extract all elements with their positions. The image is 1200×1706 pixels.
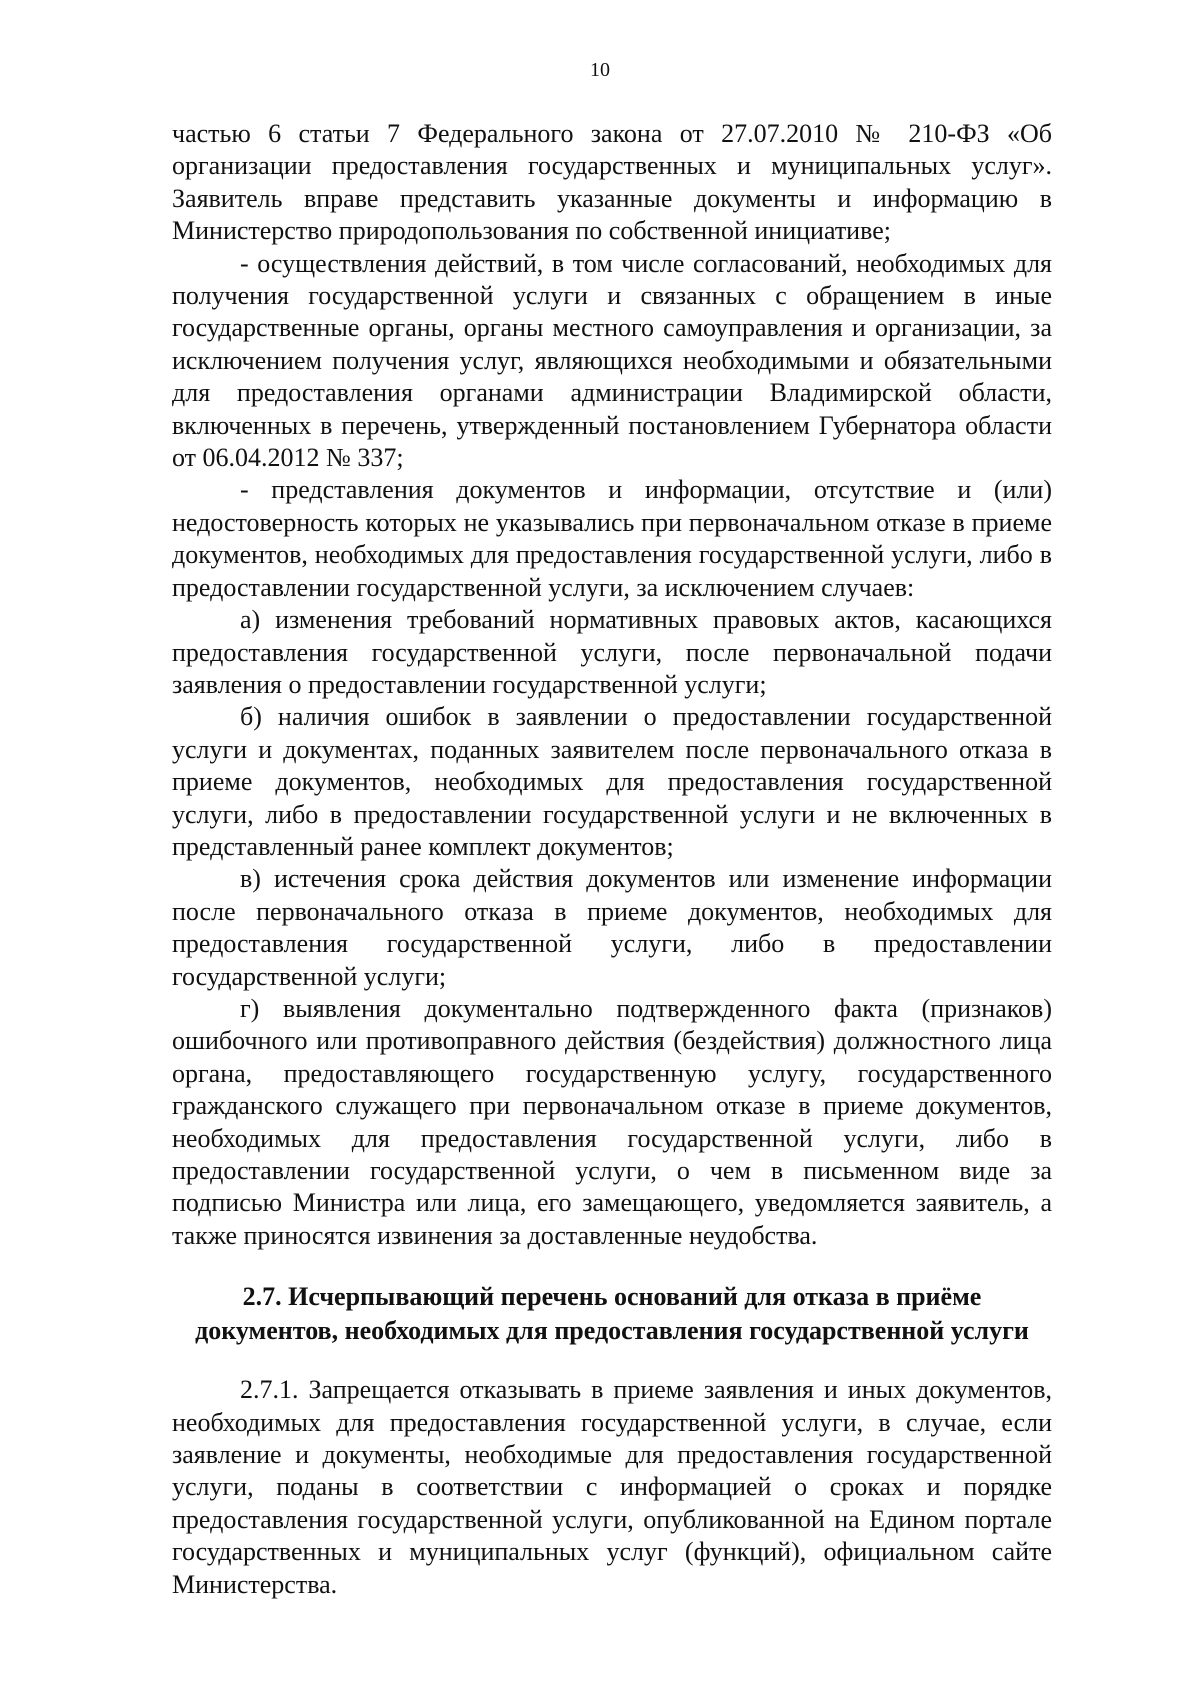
page-number: 10 — [590, 59, 610, 81]
list-item-b: б) наличия ошибок в заявлении о предоставлении государственной услуги и документах, поданных заявителем после первоначального отказа в приеме документов, необходимых для предоставления государственной услуги, либо в предоставлении государственной услуги и не включенных в представленный ранее комплект документов; — [172, 702, 1052, 861]
section-heading-line2: документов, необходимых для предоставления государственной услуги — [195, 1316, 1029, 1346]
list-item-v: в) истечения срока действия документов или изменение информации после первоначального отказа в приеме документов, необходимых для предоставления государственной услуги, либо в предоставлении государственной услуги; — [172, 864, 1052, 991]
section-heading — [172, 1280, 1052, 1348]
paragraph-documents: - представления документов и информации, отсутствие и (или) недостоверность которых не указывались при первоначальном отказе в приеме документов, необходимых для предоставления государственной услуги, либо в предоставлении государственной услуги, за исключением случаев: — [172, 475, 1052, 602]
paragraph-2-7-1: 2.7.1. Запрещается отказывать в приеме заявления и иных документов, необходимых для предоставления государственной услуги, в случае, если заявление и документы, необходимые для предоставления государственной услуги, поданы в соответствии с информацией о сроках и порядке предоставления государственной услуги, опубликованной на Едином портале государственных и муниципальных услуг (функций), официальном сайте Министерства. — [172, 1375, 1052, 1599]
section-heading-line1: 2.7. Исчерпывающий перечень оснований для отказа в приёме — [242, 1282, 982, 1312]
list-item-a: а) изменения требований нормативных правовых актов, касающихся предоставления государственной услуги, после первоначальной подачи заявления о предоставлении государственной услуги; — [172, 605, 1052, 699]
document-body — [172, 118, 1052, 1601]
paragraph-continuation: частью 6 статьи 7 Федерального закона от 27.07.2010 № 210-ФЗ «Об организации предоставления государственных и муниципальных услуг». Заявитель вправе представить указанные документы и информацию в Министерство природопользования по собственной инициативе; — [172, 119, 1052, 246]
list-item-g: г) выявления документально подтвержденного факта (признаков) ошибочного или противоправного действия (бездействия) должностного лица органа, предоставляющего государственную услугу, государственного гражданского служащего при первоначальном отказе в приеме документов, необходимых для предоставления государственной услуги, либо в предоставлении государственной услуги, о чем в письменном виде за подписью Министра или лица, его замещающего, уведомляется заявитель, а также приносятся извинения за доставленные неудобства. — [172, 993, 1052, 1250]
paragraph-actions: - осуществления действий, в том числе согласований, необходимых для получения государственной услуги и связанных с обращением в иные государственные органы, органы местного самоуправления и организации, за исключением получения услуг, являющихся необходимыми и обязательными для предоставления органами администрации Владимирской области, включенных в перечень, утвержденный постановлением Губернатора области от 06.04.2012 № 337; — [172, 248, 1052, 473]
